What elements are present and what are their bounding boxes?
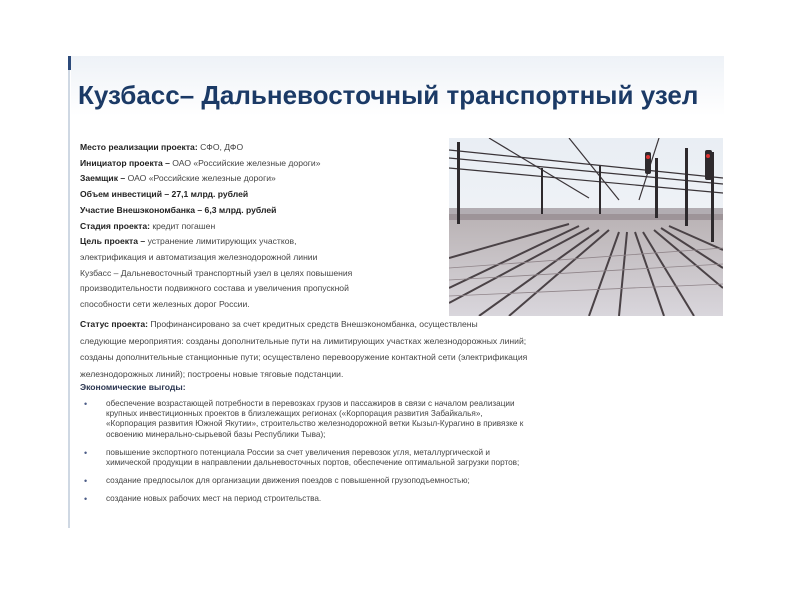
left-divider <box>68 56 70 528</box>
benefit-line: создание новых рабочих мест на период строительства. <box>106 494 322 504</box>
goal-line: производительности подвижного состава и увеличения пропускной <box>80 283 349 294</box>
slide-title: Кузбасс– Дальневосточный транспортный узел <box>78 80 699 110</box>
status-label: Статус проекта: <box>80 319 148 329</box>
status-line: железнодорожных линий); построены новые тяговые подстанции. <box>80 368 344 379</box>
bullet-icon: • <box>84 399 88 409</box>
investment-text: Объем инвестиций – 27,1 млрд. рублей <box>80 189 249 200</box>
investment-row <box>80 187 450 203</box>
veb-share-row <box>80 203 450 219</box>
slide <box>68 56 724 528</box>
borrower-value: ОАО «Российские железные дороги» <box>125 173 276 184</box>
location-value: СФО, ДФО <box>197 142 244 152</box>
benefit-line: химической продукции в направлении дальневосточных портов, обеспечение оптимальной загрузки портов; <box>106 458 520 468</box>
status-line: созданы дополнительные станционные пути; осуществлено перевооружение контактной сети (электрификация <box>80 352 528 362</box>
status-line: следующие мероприятия: созданы дополнительные пути на лимитирующих участках железнодорожных линий; <box>80 335 527 346</box>
status-row <box>80 316 720 333</box>
benefits-list <box>80 399 700 513</box>
goal-line: электрификация и автоматизация железнодорожной линии <box>80 251 318 262</box>
location-row <box>80 140 450 156</box>
initiator-row <box>80 156 450 172</box>
location-label: Место реализации проекта: <box>80 142 198 152</box>
benefit-line: обеспечение возрастающей потребности в перевозках грузов и пассажиров в связи с началом реализации <box>106 399 515 408</box>
benefit-line: создание предпосылок для организации движения поездов с повышенной грузоподъемностью; <box>106 476 470 486</box>
stage-value: кредит погашен <box>149 220 216 231</box>
goal-line: способности сети железных дорог России. <box>80 299 250 310</box>
railway-tracks-photo <box>449 138 723 316</box>
stage-label: Стадия проекта: <box>80 220 150 231</box>
goal-label: Цель проекта – <box>80 236 146 247</box>
initiator-value: ОАО «Российские железные дороги» <box>169 157 321 168</box>
benefit-line: «Корпорация развития Южной Якутии», строительство железнодорожной ветки Кызыл-Курагино в привязке к <box>106 419 524 429</box>
status-line: Профинансировано за счет кредитных средств Внешэкономбанка, осуществлены <box>147 319 478 329</box>
stage-row <box>80 219 450 235</box>
veb-share-text: Участие Внешэкономбанка – 6,3 млрд. рублей <box>80 204 277 215</box>
benefit-line: крупных инвестиционных проектов в близлежащих регионах («Корпорация развития Забайкалья», <box>106 409 483 419</box>
list-item <box>80 399 700 440</box>
project-status <box>80 316 720 382</box>
goal-line: устранение лимитирующих участков, <box>145 236 297 247</box>
benefit-line: освоению минерально-сырьевой базы Республики Тыва); <box>106 429 326 439</box>
benefit-line: повышение экспортного потенциала России за счет увеличения перевозок угля, металлургической и <box>106 447 490 457</box>
borrower-label: Заемщик – <box>80 173 126 184</box>
borrower-row <box>80 171 450 187</box>
bullet-icon: • <box>84 476 88 487</box>
economic-benefits-heading: Экономические выгоды: <box>80 382 186 392</box>
goal-row <box>80 234 450 250</box>
goal-line: Кузбасс – Дальневосточный транспортный узел в целях повышения <box>80 267 353 278</box>
list-item <box>80 448 700 468</box>
list-item <box>80 476 700 486</box>
bullet-icon: • <box>84 447 88 458</box>
list-item <box>80 494 700 504</box>
project-info <box>80 140 450 313</box>
initiator-label: Инициатор проекта – <box>80 157 170 168</box>
bullet-icon: • <box>84 494 88 505</box>
title-band <box>71 56 724 138</box>
